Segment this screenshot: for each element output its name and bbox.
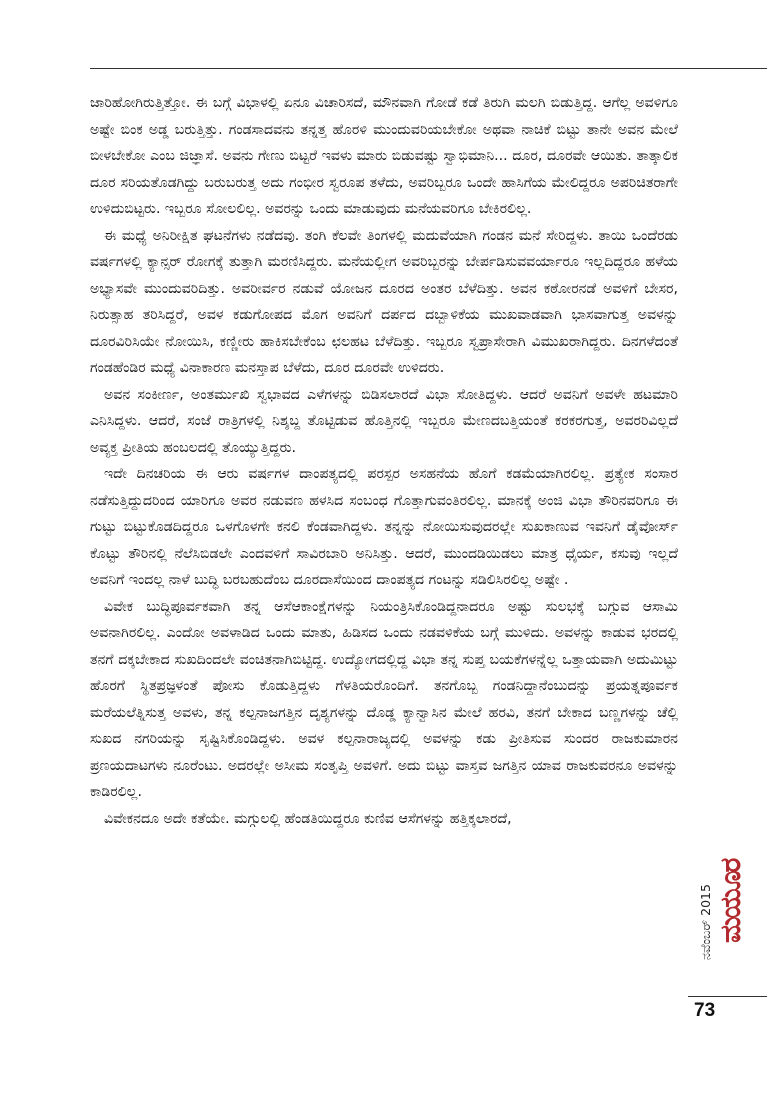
issue-date: ನವೆಂಬರ್ 2015 — [698, 884, 713, 960]
header-rule — [90, 68, 767, 69]
article-body — [90, 90, 678, 832]
paragraph-3: ಅವನ ಸಂಕೀರ್ಣ, ಅಂತರ್ಮುಖಿ ಸ್ವಭಾವದ ಎಳೆಗಳನ್ನು ಬಿಡಿಸಲಾರದೆ ವಿಭಾ ಸೋತಿದ್ದಳು. ಆದರೆ ಅವನಿಗೆ ಅವಳೇ ಹಟಮಾರಿ ಎನಿಸಿದ್ದಳು. ಆದರೆ, ಸಂಜೆ ರಾತ್ರಿಗಳಲ್ಲಿ ನಿಶ್ಶಬ್ದ ತೊಟ್ಟಿಡುವ ಹೊತ್ತಿನಲ್ಲಿ ಇಬ್ಬರೂ ಮೇಣದಬತ್ತಿಯಂತೆ ಕರಕರಗುತ್ತ, ಅವರರಿವಿಲ್ಲದೆ ಅವ್ಯಕ್ತ ಪ್ರೀತಿಯ ಹಂಬಲದಲ್ಲಿ ತೊಯ್ಯುತ್ತಿದ್ದರು. — [90, 386, 678, 456]
paragraph-2: ಈ ಮಧ್ಯೆ ಅನಿರೀಕ್ಷಿತ ಘಟನೆಗಳು ನಡೆದವು. ತಂಗಿ ಕೆಲವೇ ತಿಂಗಳಲ್ಲಿ ಮದುವೆಯಾಗಿ ಗಂಡನ ಮನೆ ಸೇರಿದ್ದಳು. ತಾಯಿ ಒಂದೆರಡು ವರ್ಷಗಳಲ್ಲಿ ಕ್ಯಾನ್ಸರ್ ರೋಗಕ್ಕೆ ತುತ್ತಾಗಿ ಮರಣಿಸಿದ್ದರು. ಮನೆಯಲ್ಲೀಗ ಅವರಿಬ್ಬರನ್ನು ಬೇರ್ಪಡಿಸುವವರ್ಯಾರೂ ಇಲ್ಲದಿದ್ದರೂ ಹಳೆಯ ಅಭ್ಯಾಸವೇ ಮುಂದುವರಿದಿತ್ತು. ಅವರೀರ್ವರ ನಡುವೆ ಯೋಜನ ದೂರದ ಅಂತರ ಬೆಳೆದಿತ್ತು. ಅವನ ಕಠೋರನಡೆ ಅವಳಿಗೆ ಬೇಸರ, ನಿರುತ್ಸಾಹ ತರಿಸಿದ್ದರೆ, ಅವಳ ಕಡುಗೋಪದ ಮೊಗ ಅವನಿಗೆ ದರ್ಪದ ದಬ್ಬಾಳಿಕೆಯ ಮುಖವಾಡವಾಗಿ ಭಾಸವಾಗುತ್ತ ಅವಳನ್ನು ದೂರವಿರಿಸಿಯೇ ನೋಯಿಸಿ, ಕಣ್ಣೀರು ಹಾಕಿಸಬೇಕೆಂಬ ಛಲಹಟ ಬೆಳೆದಿತ್ತು. ಇಬ್ಬರೂ ಸ್ವಪ್ರಾಸೇರಾಗಿ ವಿಮುಖರಾಗಿದ್ದರು. ದಿನಗಳೆದಂತೆ ಗಂಡಹೆಂಡಿರ ಮಧ್ಯೆ ವಿನಾಕಾರಣ ಮನಸ್ತಾಪ ಬೆಳೆದು, ದೂರ ದೂರವೇ ಉಳಿದರು. — [90, 227, 678, 376]
page-number: 73 — [694, 1000, 716, 1021]
magazine-logo: ಮಯೂರ — [714, 859, 747, 943]
footer-rule — [688, 996, 767, 997]
paragraph-1: ಜಾರಿಹೋಗಿರುತ್ತಿತ್ತೋ. ಈ ಬಗ್ಗೆ ವಿಭಾಳಲ್ಲಿ ಏನೂ ವಿಚಾರಿಸದೆ, ಮೌನವಾಗಿ ಗೋಡೆ ಕಡೆ ತಿರುಗಿ ಮಲಗಿ ಬಿಡುತ್ತಿದ್ದ. ಆಗೆಲ್ಲ ಅವಳಿಗೂ ಅಷ್ಟೇ ಬಿಂಕ ಅಡ್ಡ ಬರುತ್ತಿತ್ತು. ಗಂಡಸಾದವನು ತನ್ನತ್ತ ಹೊರಳಿ ಮುಂದುವರಿಯಬೇಕೋ ಅಥವಾ ನಾಚಿಕೆ ಬಿಟ್ಟು ತಾನೇ ಅವನ ಮೇಲೆ ಬೀಳಬೇಕೋ ಎಂಬ ಜಿಜ್ಞಾಸೆ. ಅವನು ಗೇಣು ಬಿಟ್ಟರೆ ಇವಳು ಮಾರು ಬಿಡುವಷ್ಟು ಸ್ವಾಭಿಮಾನಿ... ದೂರ, ದೂರವೇ ಆಯಿತು. ತಾತ್ಕಾಲಿಕ ದೂರ ಸರಿಯತೊಡಗಿದ್ದು ಬರುಬರುತ್ತ ಅದು ಗಂಭೀರ ಸ್ವರೂಪ ತಳೆದು, ಅವರಿಬ್ಬರೂ ಒಂದೇ ಹಾಸಿಗೆಯ ಮೇಲಿದ್ದರೂ ಅಪರಿಚಿತರಾಗೇ ಉಳಿದುಬಿಟ್ಟರು. ಇಬ್ಬರೂ ಸೋಲಲಿಲ್ಲ. ಅವರನ್ನು ಒಂದು ಮಾಡುವುದು ಮನೆಯವರಿಗೂ ಬೇಕಿರಲಿಲ್ಲ. — [90, 95, 678, 217]
paragraph-4: ಇದೇ ದಿನಚರಿಯ ಈ ಆರು ವರ್ಷಗಳ ದಾಂಪತ್ಯದಲ್ಲಿ ಪರಸ್ಪರ ಅಸಹನೆಯ ಹೊಗೆ ಕಡಮೆಯಾಗಿರಲಿಲ್ಲ. ಪ್ರತ್ಯೇಕ ಸಂಸಾರ ನಡೆಸುತ್ತಿದ್ದುದರಿಂದ ಯಾರಿಗೂ ಅವರ ನಡುವಣ ಹಳಸಿದ ಸಂಬಂಧ ಗೊತ್ತಾಗುವಂತಿರಲಿಲ್ಲ. ಮಾನಕ್ಕೆ ಅಂಜಿ ವಿಭಾ ತೌರಿನವರಿಗೂ ಈ ಗುಟ್ಟು ಬಿಟ್ಟುಕೊಡದಿದ್ದರೂ ಒಳಗೊಳಗೇ ಕನಲಿ ಕೆಂಡವಾಗಿದ್ದಳು. ತನ್ನನ್ನು ನೋಯಿಸುವುದರಲ್ಲೇ ಸುಖಕಾಣುವ ಇವನಿಗೆ ಡೈವೋರ್ಸ್ ಕೊಟ್ಟು ತೌರಿನಲ್ಲಿ ನೆಲೆಸಿಬಿಡಲೇ ಎಂದವಳಿಗೆ ಸಾವಿರಬಾರಿ ಅನಿಸಿತ್ತು. ಆದರೆ, ಮುಂದಡಿಯಿಡಲು ಮಾತ್ರ ಧೈರ್ಯ, ಕಸುವು ಇಲ್ಲದೆ ಅವನಿಗೆ ಇಂದಲ್ಲ ನಾಳೆ ಬುದ್ಧಿ ಬರಬಹುದೆಂಬ ದೂರದಾಸೆಯಿಂದ ದಾಂಪತ್ಯದ ಗಂಟನ್ನು ಸಡಿಲಿಸಿರಲಿಲ್ಲ ಅಷ್ಟೇ . — [90, 466, 678, 588]
paragraph-6: ವಿವೇಕನದೂ ಅದೇ ಕತೆಯೇ. ಮಗ್ಗುಲಲ್ಲಿ ಹೆಂಡತಿಯಿದ್ದರೂ ಕುಣಿವ ಆಸೆಗಳನ್ನು ಹತ್ತಿಕ್ಕಲಾರದೆ, — [104, 810, 512, 827]
paragraph-5: ವಿವೇಕ ಬುದ್ಧಿಪೂರ್ವಕವಾಗಿ ತನ್ನ ಆಸೆಆಕಾಂಕ್ಷೆಗಳನ್ನು ನಿಯಂತ್ರಿಸಿಕೊಂಡಿದ್ದನಾದರೂ ಅಷ್ಟು ಸುಲಭಕ್ಕೆ ಬಗ್ಗುವ ಆಸಾಮಿ ಅವನಾಗಿರಲಿಲ್ಲ. ಎಂದೋ ಅವಳಾಡಿದ ಒಂದು ಮಾತು, ಹಿಡಿಸದ ಒಂದು ನಡವಳಿಕೆಯ ಬಗ್ಗೆ ಮುಳಿದು. ಅವಳನ್ನು ಕಾಡುವ ಭರದಲ್ಲಿ ತನಗೆ ದಕ್ಕಬೇಕಾದ ಸುಖದಿಂದಲೇ ವಂಚಿತನಾಗಿಬಿಟ್ಟಿದ್ದ. ಉದ್ಯೋಗದಲ್ಲಿದ್ದ ವಿಭಾ ತನ್ನ ಸುಪ್ತ ಬಯಕೆಗಳನ್ನೆಲ್ಲ ಒತ್ತಾಯವಾಗಿ ಅದುಮಿಟ್ಟು ಹೊರಗೆ ಸ್ಥಿತಪ್ರಜ್ಞಳಂತೆ ಪೋಸು ಕೊಡುತ್ತಿದ್ದಳು ಗೆಳತಿಯರೊಂದಿಗೆ. ತನಗೊಬ್ಬ ಗಂಡನಿದ್ದಾನೆಂಬುದನ್ನು ಪ್ರಯತ್ನಪೂರ್ವಕ ಮರೆಯಲೆತ್ನಿಸುತ್ತ ಅವಳು, ತನ್ನ ಕಲ್ಪನಾಜಗತ್ತಿನ ದೃಶ್ಯಗಳನ್ನು ದೊಡ್ಡ ಕ್ಯಾನ್ವಾಸಿನ ಮೇಲೆ ಹರವಿ, ತನಗೆ ಬೇಕಾದ ಬಣ್ಣಗಳನ್ನು ಚೆಲ್ಲಿ ಸುಖದ ನಗರಿಯನ್ನು ಸೃಷ್ಟಿಸಿಕೊಂಡಿದ್ದಳು. ಅವಳ ಕಲ್ಪನಾರಾಜ್ಯದಲ್ಲಿ ಅವಳನ್ನು ಕಡು ಪ್ರೀತಿಸುವ ಸುಂದರ ರಾಜಕುಮಾರನ ಪ್ರಣಯದಾಟಗಳು ನೂರೆಂಟು. ಅದರಲ್ಲೇ ಅಸೀಮ ಸಂತೃಪ್ತಿ ಅವಳಿಗೆ. ಅದು ಬಿಟ್ಟು ವಾಸ್ತವ ಜಗತ್ತಿನ ಯಾವ ರಾಜಕುವರನೂ ಅವಳನ್ನು ಕಾಡಿರಲಿಲ್ಲ. — [90, 598, 678, 800]
margin-masthead — [690, 840, 746, 990]
